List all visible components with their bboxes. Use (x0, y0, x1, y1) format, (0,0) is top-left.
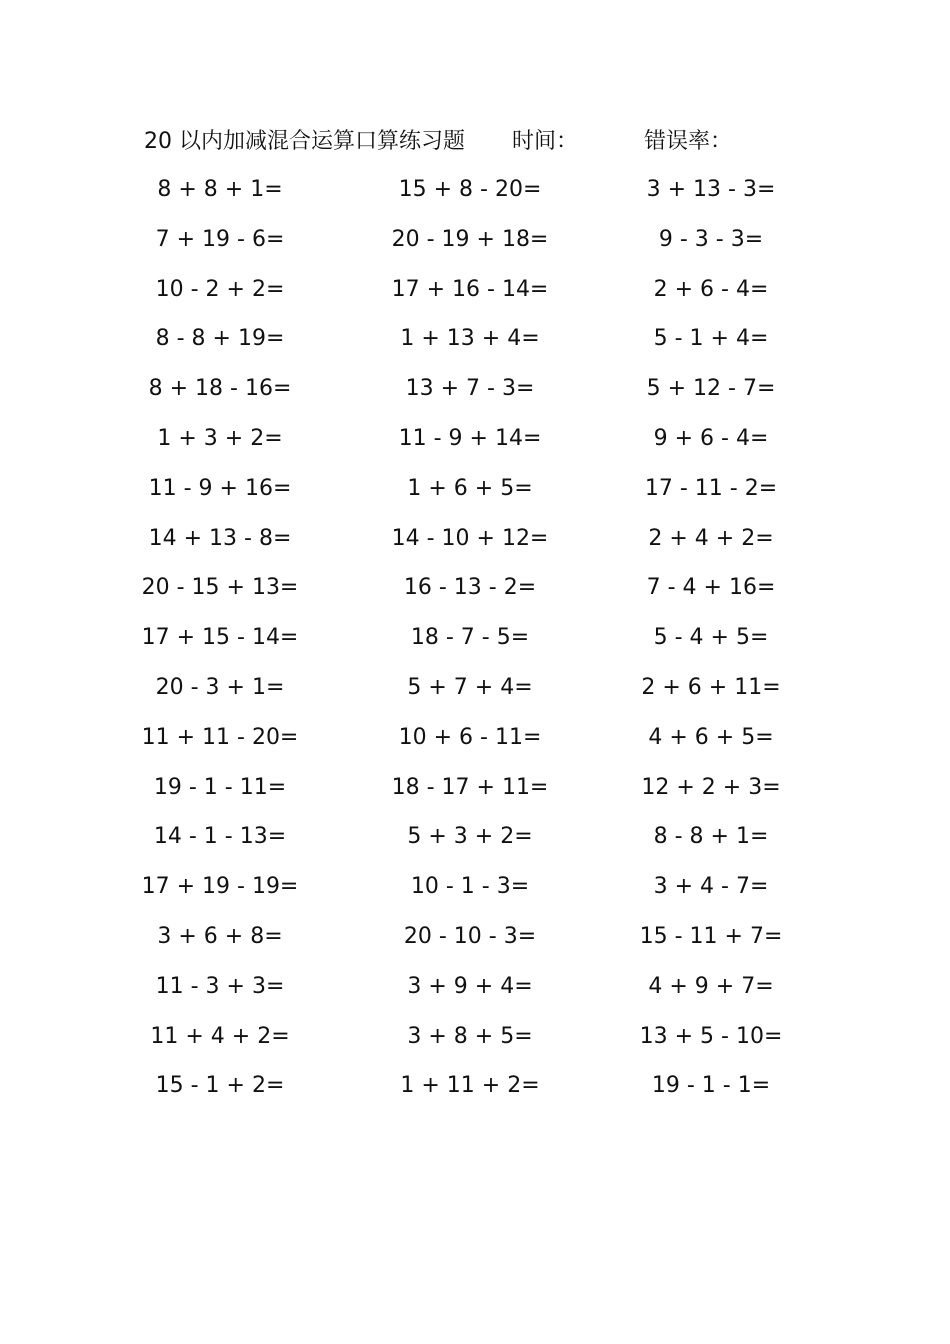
math-problem: 13 + 7 - 3= (405, 376, 535, 402)
problem-row (140, 220, 800, 270)
problem-row (140, 817, 800, 867)
math-problem: 10 - 2 + 2= (155, 276, 285, 302)
math-problem: 8 - 8 + 1= (653, 824, 769, 850)
problem-row (140, 270, 800, 320)
problem-row (140, 967, 800, 1017)
problem-row (140, 668, 800, 718)
math-problem: 15 - 1 + 2= (155, 1073, 285, 1099)
math-problem: 12 + 2 + 3= (641, 774, 781, 800)
problem-row (140, 419, 800, 469)
math-problem: 5 + 12 - 7= (646, 376, 776, 402)
math-problem: 13 + 5 - 10= (639, 1023, 783, 1049)
math-problem: 3 + 8 + 5= (407, 1023, 533, 1049)
error-rate-label: 错误率： (644, 129, 733, 154)
worksheet-header (144, 124, 784, 160)
math-problem: 5 - 4 + 5= (653, 625, 769, 651)
math-problem: 5 + 7 + 4= (407, 674, 533, 700)
math-problem: 3 + 9 + 4= (407, 973, 533, 999)
math-problem: 20 - 19 + 18= (391, 226, 549, 252)
math-problem: 8 + 18 - 16= (148, 376, 292, 402)
problem-row (140, 1017, 800, 1067)
math-problem: 19 - 1 - 11= (153, 774, 287, 800)
math-problem: 20 - 15 + 13= (141, 575, 299, 601)
problem-row (140, 718, 800, 768)
math-problem: 5 + 3 + 2= (407, 824, 533, 850)
problem-row (140, 519, 800, 569)
problem-row (140, 917, 800, 967)
math-problem: 17 + 16 - 14= (391, 276, 549, 302)
math-problem: 10 - 1 - 3= (410, 874, 530, 900)
math-problem: 4 + 6 + 5= (648, 724, 774, 750)
math-problem: 14 - 10 + 12= (391, 525, 549, 551)
math-problem: 2 + 4 + 2= (648, 525, 774, 551)
problem-grid (140, 170, 800, 1116)
math-problem: 20 - 10 - 3= (403, 923, 537, 949)
problem-row (140, 768, 800, 818)
math-problem: 9 - 3 - 3= (658, 226, 764, 252)
math-problem: 11 - 9 + 14= (398, 425, 542, 451)
problem-row (140, 867, 800, 917)
math-problem: 15 + 8 - 20= (398, 177, 542, 202)
math-problem: 17 + 15 - 14= (141, 625, 299, 651)
math-problem: 2 + 6 - 4= (653, 276, 769, 302)
math-problem: 20 - 3 + 1= (155, 674, 285, 700)
problem-row (140, 618, 800, 668)
problem-row (140, 568, 800, 618)
problem-row (140, 1066, 800, 1116)
math-problem: 1 + 3 + 2= (157, 425, 283, 451)
math-problem: 5 - 1 + 4= (653, 326, 769, 352)
math-problem: 1 + 13 + 4= (400, 326, 540, 352)
math-problem: 3 + 13 - 3= (646, 177, 776, 202)
math-problem: 8 + 8 + 1= (157, 177, 283, 202)
math-problem: 16 - 13 - 2= (403, 575, 537, 601)
math-problem: 8 - 8 + 19= (155, 326, 285, 352)
math-problem: 2 + 6 + 11= (641, 674, 781, 700)
time-label: 时间： (512, 129, 579, 154)
math-problem: 11 + 4 + 2= (150, 1023, 290, 1049)
math-problem: 3 + 4 - 7= (653, 874, 769, 900)
math-problem: 15 - 11 + 7= (639, 923, 783, 949)
math-problem: 14 - 1 - 13= (153, 824, 287, 850)
math-problem: 19 - 1 - 1= (651, 1073, 771, 1099)
math-problem: 9 + 6 - 4= (653, 425, 769, 451)
math-problem: 4 + 9 + 7= (648, 973, 774, 999)
math-problem: 11 + 11 - 20= (141, 724, 299, 750)
math-problem: 3 + 6 + 8= (157, 923, 283, 949)
problem-row (140, 469, 800, 519)
problem-row (140, 170, 800, 220)
problem-row (140, 319, 800, 369)
math-problem: 7 + 19 - 6= (155, 226, 285, 252)
math-problem: 17 + 19 - 19= (141, 874, 299, 900)
math-problem: 11 - 9 + 16= (148, 475, 292, 501)
math-problem: 7 - 4 + 16= (646, 575, 776, 601)
math-problem: 1 + 6 + 5= (407, 475, 533, 501)
math-problem: 1 + 11 + 2= (400, 1073, 540, 1099)
math-problem: 14 + 13 - 8= (148, 525, 292, 551)
math-problem: 10 + 6 - 11= (398, 724, 542, 750)
worksheet-title: 20 以内加减混合运算口算练习题 (144, 129, 465, 154)
math-problem: 18 - 7 - 5= (410, 625, 530, 651)
math-problem: 11 - 3 + 3= (155, 973, 285, 999)
problem-row (140, 369, 800, 419)
math-problem: 18 - 17 + 11= (391, 774, 549, 800)
math-problem: 17 - 11 - 2= (644, 475, 778, 501)
